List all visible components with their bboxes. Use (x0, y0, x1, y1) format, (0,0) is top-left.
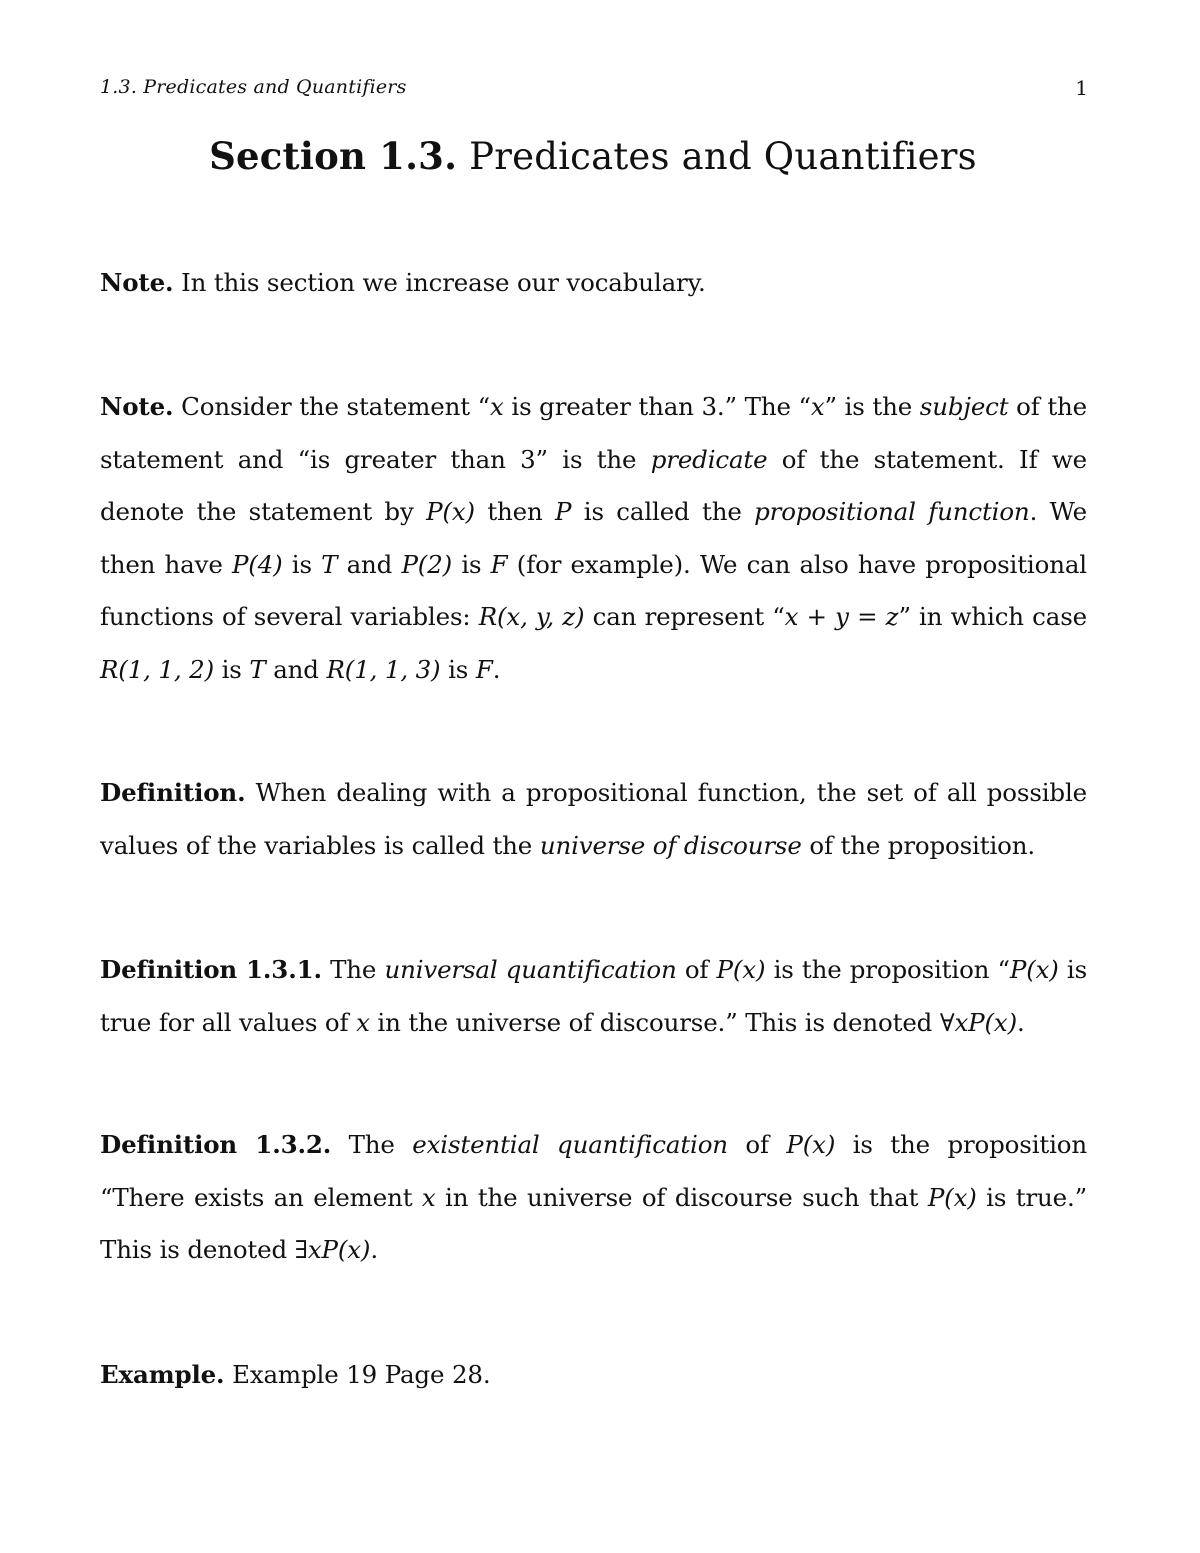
example-paragraph (100, 1349, 1087, 1402)
running-header-title: 1.3. Predicates and Quantifiers (100, 76, 407, 98)
text-run: (for example). We can also have propositional functions of several variables: (100, 549, 1087, 632)
math-P-of-x: P(x) (426, 497, 475, 527)
math-P-of-x: P(x) (716, 955, 766, 984)
definition-paragraph (100, 767, 1087, 872)
text-run: is greater than 3.” The “ (503, 392, 811, 421)
math-F: F (490, 549, 508, 579)
definition-label: Definition. (100, 778, 246, 807)
exists-symbol: ∃ (294, 1235, 308, 1265)
example-text: Example 19 Page 28. (232, 1360, 491, 1389)
text-run: When dealing with a propositional function, the set of all possible values of the variables is called the (100, 778, 1087, 860)
text-run: of (727, 1130, 787, 1159)
math-xP-of-x: xP(x) (954, 1007, 1017, 1037)
text-run: . (1017, 1007, 1025, 1037)
term-propositional-function: propositional function (754, 497, 1030, 527)
text-run: is true.” This is denoted (100, 1182, 1087, 1265)
definition-label: Definition 1.3.2. (100, 1130, 332, 1159)
note-paragraph-1 (100, 257, 1087, 310)
math-F: F (475, 654, 493, 684)
text-run: ” is the (824, 392, 920, 421)
text-run: The (330, 955, 385, 984)
math-P-of-x: P(x) (1009, 955, 1059, 984)
text-run: is true for all values of (100, 955, 1088, 1037)
text-run: is the proposition “ (765, 955, 1010, 984)
text-run: of (676, 955, 717, 984)
text-run: ” in which case (898, 602, 1087, 632)
math-T: T (321, 549, 338, 579)
math-x: x (810, 392, 825, 421)
text-run: of the statement and “is greater than 3” is the (100, 392, 1088, 474)
text-run: of the statement. If we denote the statement by (100, 444, 1087, 527)
math-T: T (249, 654, 266, 684)
term-existential-quantification: existential quantification (412, 1130, 728, 1159)
note-label: Note. (100, 392, 174, 421)
note-paragraph-2 (100, 381, 1087, 697)
term-universal-quantification: universal quantification (384, 955, 677, 984)
text-run: in the universe of discourse such that (435, 1182, 928, 1212)
text-run: . (370, 1235, 378, 1265)
note-label: Note. (100, 268, 174, 297)
math-R-112: R(1, 1, 2) (100, 654, 214, 684)
math-P-4: P(4) (231, 549, 283, 579)
math-P-2: P(2) (401, 549, 453, 579)
text-run: is called the (571, 497, 755, 527)
definition-1-3-2-paragraph (100, 1119, 1087, 1277)
math-xP-of-x: xP(x) (307, 1235, 371, 1265)
text-run: and (265, 654, 327, 684)
section-name: Predicates and Quantifiers (469, 135, 977, 178)
text-run: is the proposition “There exists an element (100, 1130, 1087, 1212)
math-R-113: R(1, 1, 3) (326, 654, 441, 684)
note-text: In this section we increase our vocabulary. (181, 268, 706, 297)
text-run: is (452, 549, 491, 579)
text-run: is (282, 549, 322, 579)
term-predicate: predicate (650, 444, 768, 474)
text-run: . (492, 654, 501, 684)
text-run: of the proposition. (801, 830, 1035, 860)
text-run: . We then have (100, 497, 1087, 579)
text-run: is (440, 654, 476, 684)
text-run: then (474, 497, 556, 527)
term-subject: subject (919, 392, 1009, 421)
text-run: The (348, 1130, 413, 1159)
text-run: can represent “ (584, 602, 785, 632)
forall-symbol: ∀ (939, 1007, 955, 1037)
example-label: Example. (100, 1360, 225, 1389)
math-P-of-x: P(x) (786, 1130, 836, 1159)
math-x: x (356, 1007, 370, 1037)
definition-1-3-1-paragraph (100, 944, 1087, 1049)
math-P: P (555, 497, 572, 527)
definition-label: Definition 1.3.1. (100, 955, 322, 984)
term-universe-of-discourse: universe of discourse (539, 830, 802, 860)
section-number: Section 1.3. (209, 134, 458, 178)
section-title (0, 134, 1186, 178)
text-run: and (337, 549, 402, 579)
math-x: x (421, 1182, 436, 1212)
text-run: Consider the statement “ (181, 392, 491, 421)
math-x: x (490, 392, 504, 421)
math-x-plus-y-eq-z: x + y = z (784, 602, 899, 632)
page-number: 1 (1075, 76, 1088, 100)
text-run: in the universe of discourse.” This is denoted (369, 1007, 940, 1037)
math-R-xyz: R(x, y, z) (478, 602, 585, 632)
math-P-of-x: P(x) (927, 1182, 977, 1212)
text-run: is (213, 654, 250, 684)
